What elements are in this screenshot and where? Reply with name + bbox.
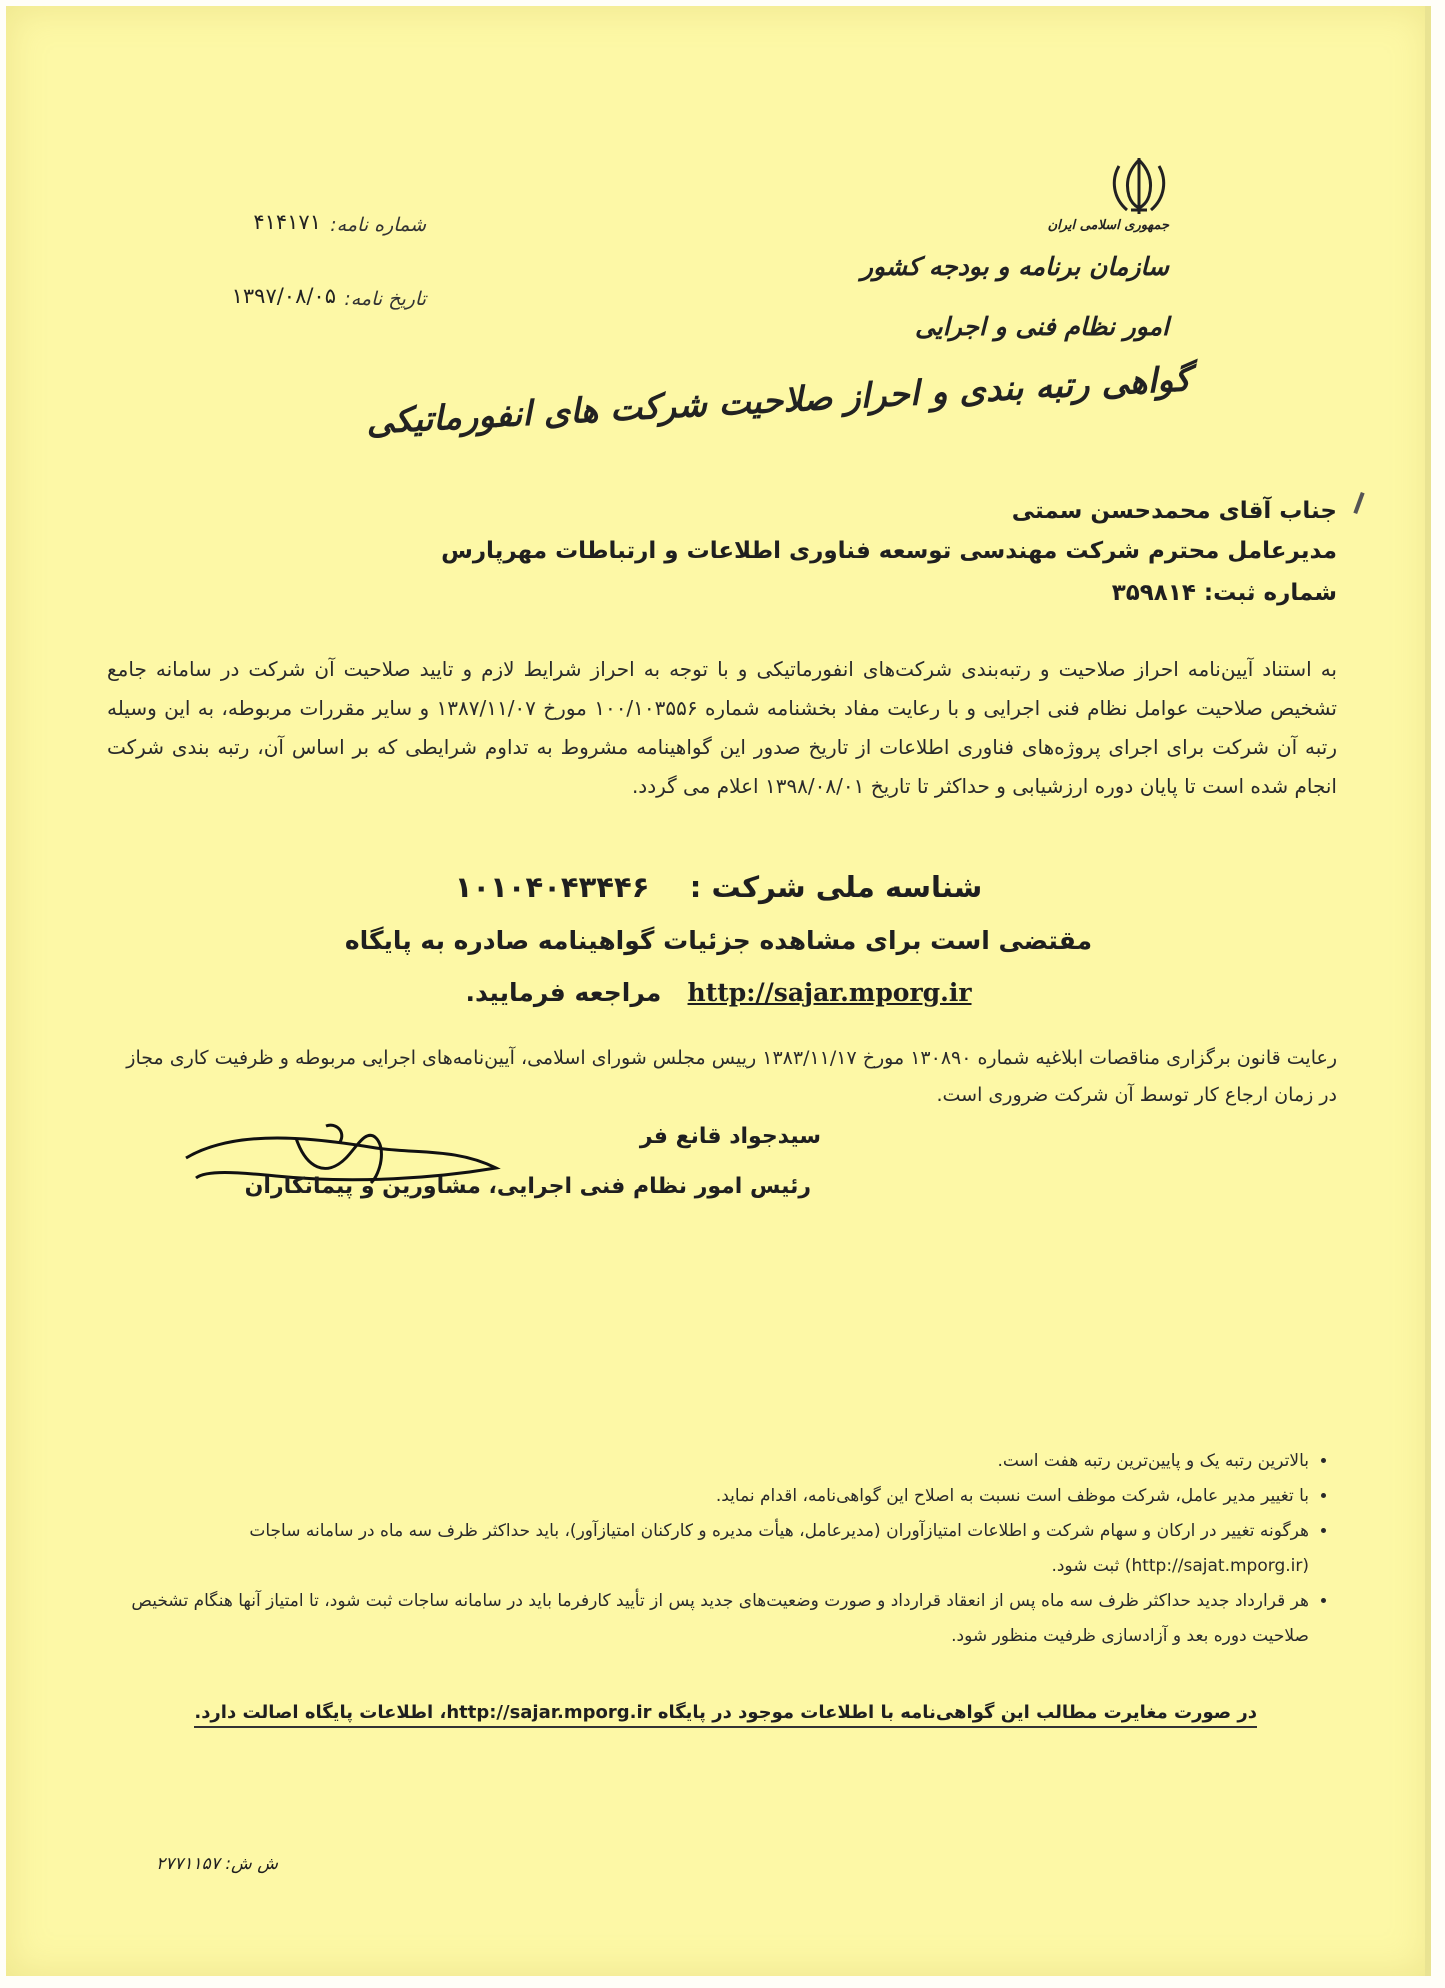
certificate-title: گواهی رتبه بندی و احراز صلاحیت شرکت های انفورماتیکی bbox=[365, 359, 1192, 443]
serial-number bbox=[156, 1854, 278, 1874]
letter-date-label: تاریخ نامه: bbox=[344, 288, 426, 310]
iran-emblem-icon bbox=[1107, 156, 1171, 218]
serial-label: ش ش: bbox=[225, 1854, 278, 1874]
notes-list bbox=[109, 1444, 1337, 1654]
org-name: سازمان برنامه و بودجه کشور bbox=[860, 252, 1169, 281]
letter-date: ۱۳۹۷/۰۸/۰۵ bbox=[231, 284, 336, 308]
verify-line-2 bbox=[6, 978, 1431, 1007]
addressee-name: جناب آقای محمدحسن سمتی bbox=[1011, 498, 1337, 524]
verify-suffix: مراجعه فرمایید. bbox=[465, 978, 662, 1007]
certificate-page bbox=[6, 6, 1431, 1976]
signatory-title: رئیس امور نظام فنی اجرایی، مشاورین و پیمانکاران bbox=[244, 1174, 811, 1199]
serial-value: ۲۷۷۱۱۵۷ bbox=[156, 1854, 220, 1874]
verify-line-1: مقتضی است برای مشاهده جزئیات گواهینامه صادره به پایگاه bbox=[344, 926, 1093, 955]
note-item: • هرگونه تغییر در ارکان و سهام شرکت و اطلاعات امتیازآوران (مدیرعامل، هیأت مدیره و کارکنان امتیازآور)، باید حداکثر ظرف سه ماه در سامانه ساجات (http://sajat.mporg.ir) ثبت شود. bbox=[109, 1514, 1309, 1584]
pen-mark bbox=[1353, 492, 1364, 514]
note-item: • با تغییر مدیر عامل، شرکت موظف است نسبت به اصلاح این گواهی‌نامه، اقدام نماید. bbox=[109, 1479, 1309, 1514]
republic-label: جمهوری اسلامی ایران bbox=[1047, 218, 1169, 233]
note-item: • هر قرارداد جدید حداکثر ظرف سه ماه پس از انعقاد قرارداد و صورت وضعیت‌های جدید پس از تأیید کارفرما باید در سامانه ساجات ثبت شود، تا امتیاز آنها هنگام تشخیص صلاحیت دوره بعد و آزادسازی ظرفیت منظور شود. bbox=[109, 1584, 1309, 1654]
national-id-label: شناسه ملی شرکت : bbox=[689, 870, 983, 904]
national-id-value: ۱۰۱۰۴۰۴۳۴۴۶ bbox=[454, 870, 650, 904]
certificate-body: به استناد آیین‌نامه احراز صلاحیت و رتبه‌بندی شرکت‌های انفورماتیکی و با توجه به احراز شرایط لازم و تایید صلاحیت آن شرکت در سامانه جامع تشخیص صلاحیت عوامل نظام فنی اجرایی و با رعایت مفاد بخشنامه شماره ۱۰۰/۱۰۳۵۵۶ مورخ ۱۳۸۷/۱۱/۰۷ و سایر مقررات مربوطه، به این وسیله رتبه آن شرکت برای اجرای پروژه‌های فناوری اطلاعات از تاریخ صدور این گواهینامه مشروط به تداوم شرایطی که بر اساس آن، رتبه بندی شرکت انجام شده است تا پایان دوره ارزشیابی و حداکثر تا تاریخ ۱۳۹۸/۰۸/۰۱ اعلام می گردد. bbox=[107, 657, 1338, 798]
org-department: امور نظام فنی و اجرایی bbox=[914, 312, 1169, 341]
letter-number: ۴۱۴۱۷۱ bbox=[253, 210, 321, 234]
validity-note: در صورت مغایرت مطالب این گواهی‌نامه با اطلاعات موجود در پایگاه http://sajar.mporg.ir، اطلاعات پایگاه اصالت دارد. bbox=[194, 1702, 1257, 1728]
compliance-note: رعایت قانون برگزاری مناقصات ابلاغیه شماره ۱۳۰۸۹۰ مورخ ۱۳۸۳/۱۱/۱۷ رییس مجلس شورای اسلامی، آیین‌نامه‌های اجرایی مربوطه و ظرفیت کاری مجاز در زمان ارجاع کار توسط آن شرکت ضروری است. bbox=[126, 1047, 1337, 1106]
signatory-name: سیدجواد قانع فر bbox=[639, 1124, 821, 1149]
note-item: • بالاترین رتبه یک و پایین‌ترین رتبه هفت است. bbox=[109, 1444, 1309, 1479]
letter-number-label: شماره نامه: bbox=[330, 214, 426, 236]
national-id-line bbox=[6, 870, 1431, 904]
registration-number: شماره ثبت: ۳۵۹۸۱۴ bbox=[1111, 580, 1337, 606]
sajar-link[interactable]: http://sajar.mporg.ir bbox=[687, 978, 972, 1007]
addressee-position: مدیرعامل محترم شرکت مهندسی توسعه فناوری اطلاعات و ارتباطات مهرپارس bbox=[441, 538, 1337, 564]
